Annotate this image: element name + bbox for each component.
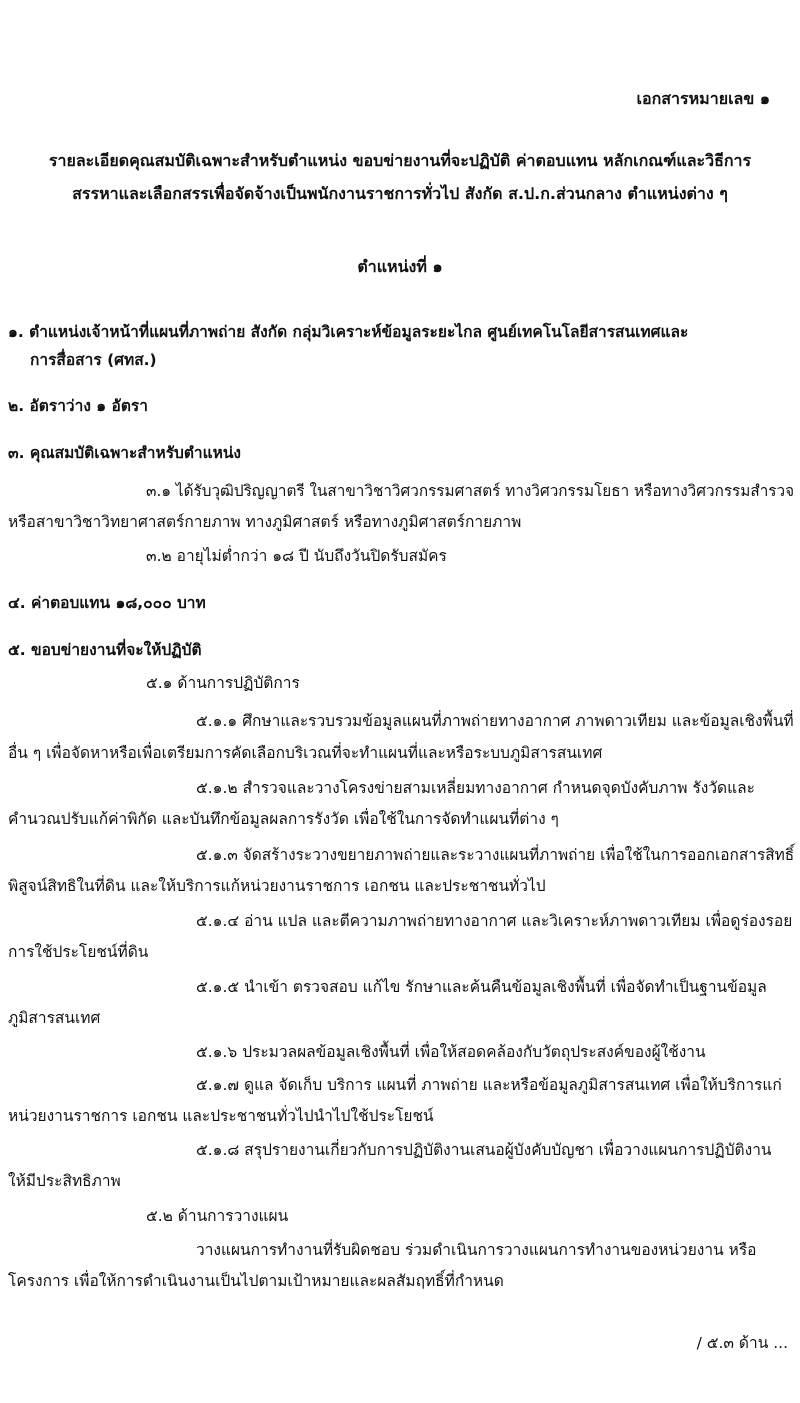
section-1-line: ๑. ตำแหน่งเจ้าหน้าที่แผนที่ภาพถ่าย สังกัด กลุ่มวิเคราะห์ข้อมูลระยะไกล ศูนย์เทคโนโลยีสารสนเทศและ <box>8 323 689 341</box>
section-3-item: หรือสาขาวิชาวิทยาศาสตร์กายภาพ ทางภูมิศาสตร์ หรือทางภูมิศาสตร์กายภาพ <box>8 513 522 531</box>
scope-item: ๕.๑.๘ สรุปรายงานเกี่ยวกับการปฏิบัติงานเสนอผู้บังคับบัญชา เพื่อวางแผนการปฏิบัติงาน <box>196 1141 772 1159</box>
section-5-heading: ๕. ขอบข่ายงานที่จะให้ปฏิบัติ <box>8 641 202 659</box>
scope-item: ให้มีประสิทธิภาพ <box>8 1172 121 1190</box>
document-number: เอกสารหมายเลข ๑ <box>636 89 770 108</box>
scope-item: ภูมิสารสนเทศ <box>8 1009 101 1027</box>
scope-item: ๕.๑.๗ ดูแล จัดเก็บ บริการ แผนที่ ภาพถ่าย และหรือข้อมูลภูมิสารสนเทศ เพื่อให้บริการแก่ <box>196 1076 782 1094</box>
planning-paragraph: โครงการ เพื่อให้การดำเนินงานเป็นไปตามเป้าหมายและผลสัมฤทธิ์ที่กำหนด <box>8 1272 504 1290</box>
scope-item: ๕.๑.๖ ประมวลผลข้อมูลเชิงพื้นที่ เพื่อให้สอดคล้องกับวัตถุประสงค์ของผู้ใช้งาน <box>196 1043 706 1061</box>
planning-paragraph: วางแผนการทำงานที่รับผิดชอบ ร่วมดำเนินการวางแผนการทำงานของหน่วยงาน หรือ <box>196 1241 757 1259</box>
scope-item: คำนวณปรับแก้ค่าพิกัด และบันทึกข้อมูลผลการรังวัด เพื่อใช้ในการจัดทำแผนที่ต่าง ๆ <box>8 810 559 828</box>
scope-item: การใช้ประโยชน์ที่ดิน <box>8 943 149 961</box>
section-1-line: การสื่อสาร (ศทส.) <box>30 351 157 369</box>
section-2: ๒. อัตราว่าง ๑ อัตรา <box>8 397 148 415</box>
section-4: ๔. ค่าตอบแทน ๑๘,๐๐๐ บาท <box>8 594 206 612</box>
scope-item: อื่น ๆ เพื่อจัดหาหรือเพื่อเตรียมการคัดเลือกบริเวณที่จะทำแผนที่และหรือระบบภูมิสารสนเทศ <box>8 744 603 762</box>
subsection-heading: ๕.๑ ด้านการปฏิบัติการ <box>146 674 300 692</box>
scope-item: ๕.๑.๓ จัดสร้างระวางขยายภาพถ่ายและระวางแผนที่ภาพถ่าย เพื่อใช้ในการออกเอกสารสิทธิ์ <box>196 846 795 864</box>
header-line: รายละเอียดคุณสมบัติเฉพาะสำหรับตำแหน่ง ขอบข่ายงานที่จะปฏิบัติ ค่าตอบแทน หลักเกณฑ์และวิธีการ <box>48 151 752 170</box>
subsection-heading: ๕.๒ ด้านการวางแผน <box>146 1207 289 1225</box>
scope-item: ๕.๑.๑ ศึกษาและรวบรวมข้อมูลแผนที่ภาพถ่ายทางอากาศ ภาพดาวเทียม และข้อมูลเชิงพื้นที่ <box>196 712 794 730</box>
position-title: ตำแหน่งที่ ๑ <box>357 257 443 276</box>
scope-item: ๕.๑.๒ สำรวจและวางโครงข่ายสามเหลี่ยมทางอากาศ กำหนดจุดบังคับภาพ รังวัดและ <box>196 779 755 797</box>
scope-item: พิสูจน์สิทธิในที่ดิน และให้บริการแก้หน่วยงานราชการ เอกชน และประชาชนทั่วไป <box>8 877 546 895</box>
scope-item: ๕.๑.๕ นำเข้า ตรวจสอบ แก้ไข รักษาและค้นคืนข้อมูลเชิงพื้นที่ เพื่อจัดทำเป็นฐานข้อมูล <box>196 978 767 996</box>
scope-item: ๕.๑.๔ อ่าน แปล และตีความภาพถ่ายทางอากาศ และวิเคราะห์ภาพดาวเทียม เพื่อดูร่องรอย <box>196 912 793 930</box>
section-3-item: ๓.๒ อายุไม่ต่ำกว่า ๑๘ ปี นับถึงวันปิดรับสมัคร <box>146 547 447 565</box>
section-3-item: ๓.๑ ได้รับวุฒิปริญญาตรี ในสาขาวิชาวิศวกรรมศาสตร์ ทางวิศวกรรมโยธา หรือทางวิศวกรรมสำรวจ <box>146 482 795 500</box>
scope-item: หน่วยงานราชการ เอกชน และประชาชนทั่วไปนำไปใช้ประโยชน์ <box>8 1107 434 1125</box>
continuation-note: / ๕.๓ ด้าน ... <box>696 1334 788 1352</box>
section-3-heading: ๓. คุณสมบัติเฉพาะสำหรับตำแหน่ง <box>8 444 241 462</box>
header-line: สรรหาและเลือกสรรเพื่อจัดจ้างเป็นพนักงานราชการทั่วไป สังกัด ส.ป.ก.ส่วนกลาง ตำแหน่งต่าง ๆ <box>72 184 728 203</box>
document-header <box>20 144 780 210</box>
